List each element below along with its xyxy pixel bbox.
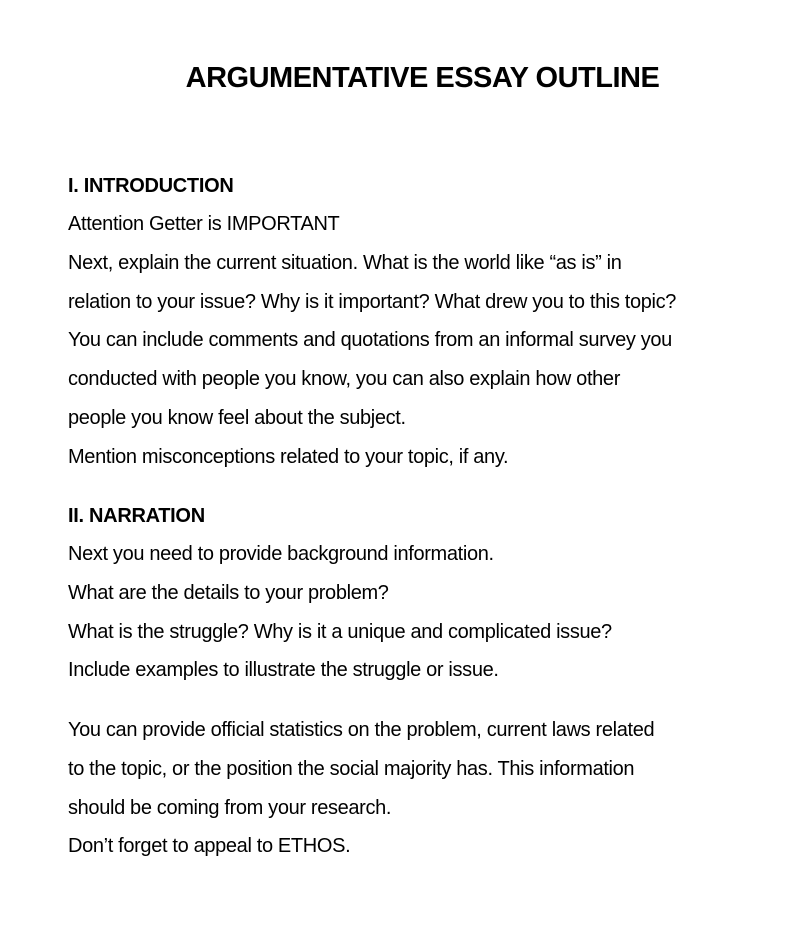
introduction-section (68, 167, 780, 477)
narration-section (68, 497, 780, 690)
introduction-line: people you know feel about the subject. (68, 406, 406, 429)
introduction-line: Next, explain the current situation. What is the world like “as is” in (68, 251, 622, 274)
narration-line: Next you need to provide background information. (68, 543, 494, 565)
introduction-line: conducted with people you know, you can also explain how other (68, 368, 621, 391)
introduction-line: You can include comments and quotations from an informal survey you (68, 329, 672, 352)
statistics-line: to the topic, or the position the social majority has. This information (68, 757, 635, 780)
narration-line: Include examples to illustrate the struggle or issue. (68, 659, 499, 682)
page-title: ARGUMENTATIVE ESSAY OUTLINE (185, 62, 660, 94)
introduction-line: relation to your issue? Why is it important? What drew you to this topic? (68, 290, 677, 313)
narration-heading: II. NARRATION (68, 505, 205, 527)
introduction-line: Attention Getter is IMPORTANT (68, 213, 340, 235)
introduction-line: Mention misconceptions related to your topic, if any. (68, 445, 509, 468)
statistics-line: should be coming from your research. (68, 796, 392, 819)
introduction-heading: I. INTRODUCTION (68, 175, 234, 197)
statistics-line: Don’t forget to appeal to ETHOS. (68, 835, 351, 858)
statistics-paragraph (68, 711, 780, 866)
statistics-line: You can provide official statistics on the problem, current laws related (68, 719, 655, 741)
narration-line: What is the struggle? Why is it a unique and complicated issue? (68, 620, 612, 643)
narration-line: What are the details to your problem? (68, 581, 389, 604)
